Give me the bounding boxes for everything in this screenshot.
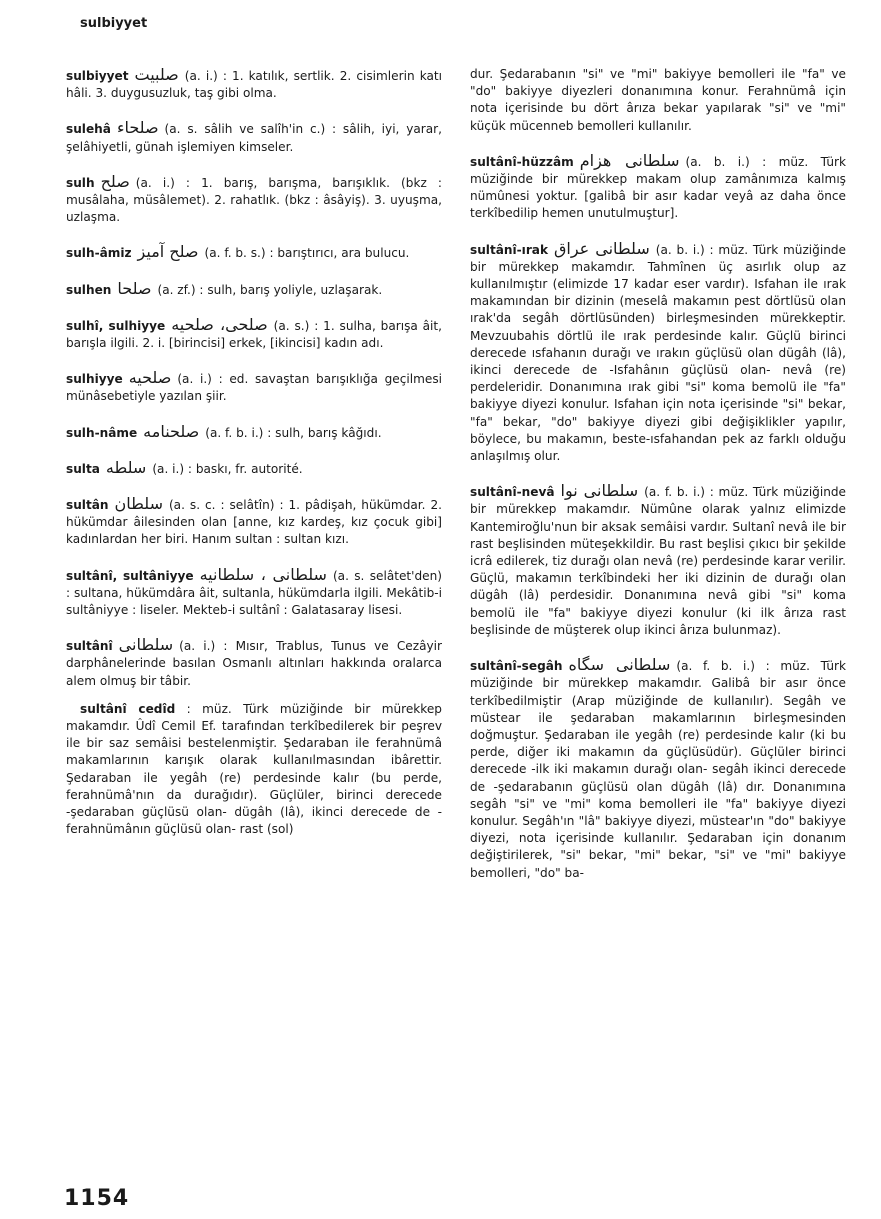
dictionary-entry-continued: [470, 66, 846, 135]
entry-arabic: سلطه: [105, 457, 147, 477]
dictionary-entry: [470, 240, 846, 466]
entry-definition: (a. i.) : 1. barış, barışma, barışıklık. (bkz : musâlaha, müsâlemet). 2. rahatlık. (bkz : âsâyiş). 3. uyuşma, uzlaşma.: [66, 175, 442, 225]
entry-headword: sultânî: [66, 639, 113, 654]
entry-definition: (a. f. b. i.) : sulh, barış kâğıdı.: [205, 425, 382, 440]
entry-arabic: سلطان: [114, 494, 163, 514]
entry-definition: : müz. Türk müziğinde bir mürekkep makamdır. Ûdî Cemil Ef. tarafından terkîbedilerek bir peşrev ile bir saz semâisi bestelenmiştir. Şedaraban ile ferahnümâ makamlarının karışık olarak kullanılmasından ibârettir. Şedaraban ile yegâh (re) perdesinde kalır (bu perde, ferahnümâ'nın da durağıdır). Güçlüler, birinci derecede -şedaraban güçlüsü olan- dügâh (lâ), ikinci derecede de -ferahnümânın güçlüsü olan- rast (sol): [66, 701, 442, 837]
entry-arabic: صلح آميز: [137, 242, 199, 262]
dictionary-entry: [470, 656, 846, 882]
dictionary-entry: [66, 566, 442, 620]
entry-headword: sultânî cedîd: [80, 701, 176, 716]
entry-definition: (a. s.) : 1. sulha, barışa âit, barışla ilgili. 2. i. [birincisi] erkek, [ikincisi] kadın adı.: [66, 318, 442, 351]
entry-arabic: سلطانى نوا: [560, 481, 639, 501]
entry-definition: (a. s. sâlih ve salîh'in c.) : sâlih, iyi, yarar, şelâhiyetli, günah işlemiyen kimseler.: [66, 122, 442, 154]
entry-headword: sultânî-segâh: [470, 659, 563, 674]
entry-arabic: صلحاء: [116, 118, 159, 138]
entry-arabic: صلبيت: [134, 65, 179, 84]
entry-definition: (a. i.) : baskı, fr. autorité.: [152, 461, 303, 476]
entry-headword: sulh-âmiz: [66, 246, 132, 261]
entry-headword: sultânî-hüzzâm: [470, 154, 574, 169]
entry-arabic: صلحى، صلحيه: [171, 314, 268, 334]
dictionary-entry: [66, 495, 442, 549]
dictionary-entry: [66, 369, 442, 405]
entry-definition: (a. s. selâtet'den) : sultana, hükümdâra âit, sultanla, hükümdarla ilgili. Mekâtib-i sultâniyye : liseler. Mekteb-i sultânî : Galatasaray lisesi.: [66, 568, 443, 618]
entry-definition: dur. Şedarabanın "si" ve "mi" bakiyye bemolleri ile "fa" ve "do" bakiyye diyezleri donanımına konur. Ferahnümâ için nota içerisinde bu dört ârıza bekar yapılarak "si" ve "mi" küçük mücenneb bemolleri kullanılır.: [470, 67, 846, 133]
entry-headword: sultânî, sultâniyye: [66, 568, 194, 583]
entry-headword: sulhen: [66, 282, 112, 297]
entry-arabic: سلطانى عراق: [553, 238, 650, 258]
page-number: 1154: [64, 1186, 130, 1211]
entry-arabic: سلطانى ، سلطانيه: [199, 564, 327, 584]
dictionary-entry: [66, 243, 442, 262]
dictionary-entry: [66, 119, 442, 155]
entry-headword: sulta: [66, 461, 100, 476]
entry-headword: sultânî-ırak: [470, 242, 548, 257]
entry-definition: (a. b. i.) : müz. Türk müziğinde bir mürekkep makamdır. Tahmînen üç asırlık olup az kullanılmıştır (elimizde 17 kadar eser vardır). Isfahan ile ırak makamından bir dizinin (meselâ makamın pest dörtlüsü olan ırak'da segâh dörtlüsünden) birleşmesinden mürekkeptir. Mevzuubahis dörtlü ile ırak perdesinde kalır. Güçlü birinci derecede ısfahanın durağı ve ırakın güçlüsü olan dügâh (lâ), ikinci derecede de -Isfahânın güçlüsü olan- nevâ (re) perdeleridir. Donanımına ırak gibi "si" koma bemolü ile "fa" bakiyye diyezi konulur. Isfahan için nota içerisinde "si" bekar, "fa" bekar, "do" bakiyye diyezi gibi değişiklikler yapılır, böylece, bu makamın, beste-ısfahandan pek az farklı olduğu anlaşılmış olur.: [470, 242, 846, 464]
entry-definition: (a. i.) : 1. katılık, sertlik. 2. cisimlerin katı hâli. 3. duygusuzluk, taş gibi olma.: [66, 69, 442, 101]
entry-definition: (a. b. i.) : müz. Türk müziğinde bir mürekkep makam olup zamânımıza kalmış nümûnesi yoktur. [galibâ bir asır kadar veyâ az daha önce terkîbedilip hemen unutulmuştur].: [470, 154, 847, 221]
entry-headword: sulh: [66, 175, 95, 190]
dictionary-entry: [66, 66, 442, 102]
entry-headword: sulehâ: [66, 122, 111, 137]
entry-headword: sultânî-nevâ: [470, 485, 555, 500]
dictionary-entry: [66, 316, 442, 352]
entry-arabic: سلطانى سگاه: [568, 655, 671, 675]
entry-arabic: سلطانى هزام: [579, 150, 680, 170]
entry-definition: (a. f. b. i.) : müz. Türk müziğinde bir mürekkep makamdır. Galibâ bir asır önce terkîbedilmiştir (Arap müziğinde de kullanılır). Segâh ve müstear ile şedaraban makamlarının birleşmesinden doğmuştur. Şedaraban ile yegâh (re) perdesinde kalır (ki bu perde, diğer iki makamın da güçlüsüdür). Güçlüler birinci derecede -ilk iki makamın durağı olan- segâh ikinci derecede de -şedarabanın güçlüsü olan dügâh (lâ) dır. Donanımına segâh "si" ve "mi" koma bemolleri ile "fa" bakiyye diyezi konulur. Segâh'ın "lâ" bakiyye diyezi, müstear'ın "do" bakiyye diyezi, nota içerisinde kullanılır. Şedaraban için donanım değiştirilerek, "si" bekar, "mi" bekar, "si" ve "mi" bakiyye bemolleri, "do" ba-: [470, 659, 846, 880]
dictionary-entry: [470, 482, 846, 639]
entry-headword: sulhiyye: [66, 372, 123, 387]
entry-arabic: صلحنامه: [143, 421, 200, 441]
entry-arabic: سلطانى: [118, 635, 174, 655]
entry-definition: (a. s. c. : selâtîn) : 1. pâdişah, hükümdar. 2. hükümdar âilesinden olan [anne, kız kardeş, kız çocuk gibi] kadınlardan her biri. Hanım sultan : sultan kızı.: [66, 498, 442, 547]
entry-arabic: صلحيه: [128, 368, 172, 388]
entry-headword: sultân: [66, 498, 109, 513]
right-column: [470, 66, 846, 899]
dictionary-entry: [66, 701, 442, 839]
entry-definition: (a. f. b. s.) : barıştırıcı, ara bulucu.: [204, 246, 410, 261]
dictionary-entry: [66, 423, 442, 442]
left-column: [66, 66, 442, 856]
entry-definition: (a. f. b. i.) : müz. Türk müziğinde bir mürekkep makamdır. Nümûne olarak yalnız elimizde Kantemiroğlu'nun bir aksak semâisi vardır. Sultanî nevâ ile bir rast beşlisinden müteşekkildir. Bu rast beşlisi çıkıcı bir şekilde icrâ edilerek, tiz durağı olan nevâ (re) perdesinde karar verilir. Güçlü, makamın terkîbindeki her iki dizinin de durağı olan dügâh (lâ) perdesidir. Donanımına nevâ gibi "si" koma bemolü ile "fa" bakiyye diyezi konulur (ki ilk ârıza rast beşlisinde de müşterek olup ikinci ârıza bulunmaz).: [470, 485, 846, 637]
dictionary-entry: [470, 152, 846, 223]
dictionary-entry: [66, 173, 442, 227]
entry-definition: (a. zf.) : sulh, barış yoliyle, uzlaşarak.: [157, 282, 383, 297]
entry-arabic: صلحا: [117, 278, 152, 298]
entry-headword: sulh-nâme: [66, 425, 138, 440]
entry-headword: sulhî, sulhiyye: [66, 318, 166, 333]
dictionary-entry: [66, 636, 442, 690]
entry-headword: sulbiyyet: [66, 69, 129, 83]
dictionary-entry: [66, 459, 442, 478]
entry-definition: (a. i.) : Mısır, Trablus, Tunus ve Cezâyir darphânelerinde basılan Osmanlı altınları hakkında oralarca alem olmuş bir tâbir.: [66, 639, 442, 688]
entry-arabic: صلح: [100, 171, 130, 191]
running-head: sulbiyyet: [80, 16, 148, 31]
dictionary-entry: [66, 280, 442, 299]
entry-definition: (a. i.) : ed. savaştan barışıklığa geçilmesi münâsebetiyle yazılan şiir.: [66, 372, 442, 404]
